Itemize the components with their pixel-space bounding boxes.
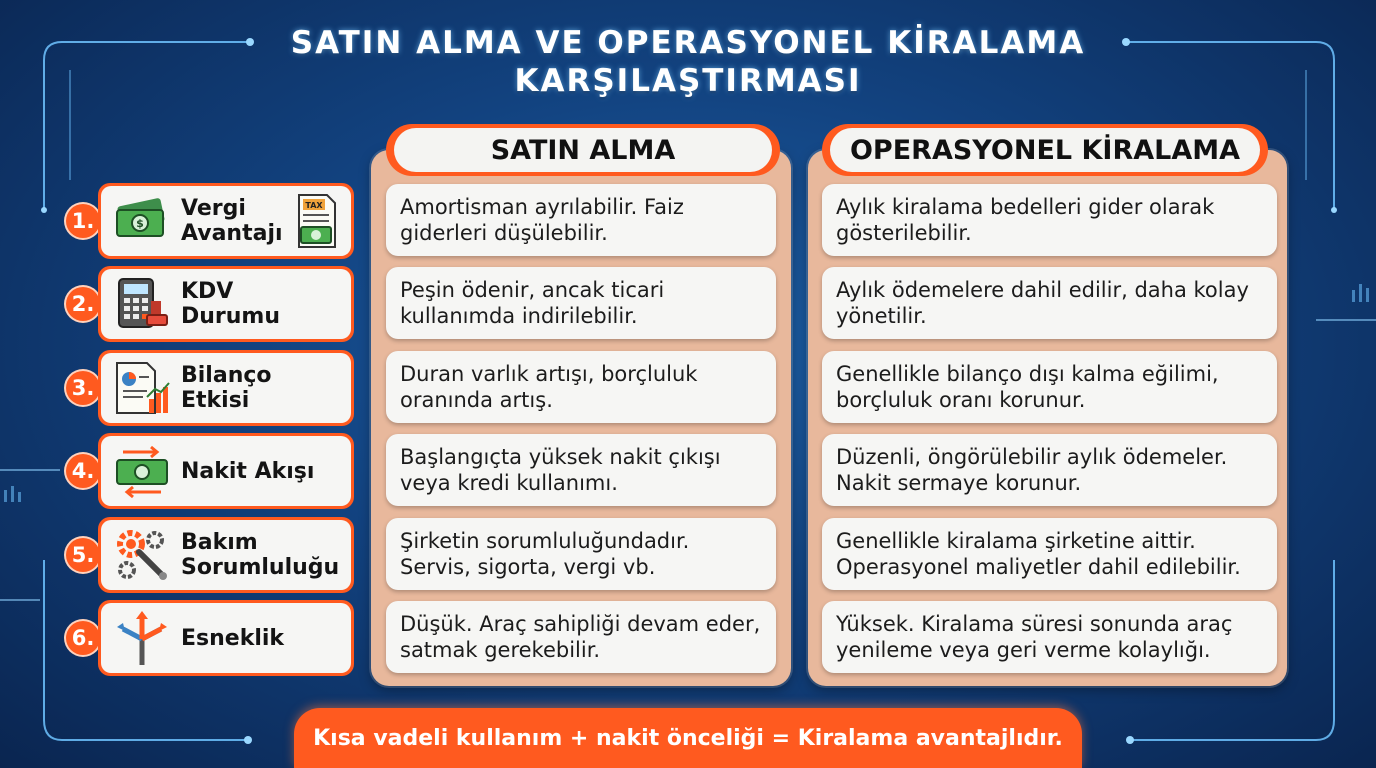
row-number: 6. [66, 621, 100, 655]
row-label-box [98, 350, 354, 426]
row-number: 4. [66, 454, 100, 488]
lease-column-header [822, 124, 1268, 176]
row-number: 1. [66, 204, 100, 238]
buy-cell-bilanco: Duran varlık artışı, borçluluk oranında artış. [386, 351, 776, 423]
row-label-box [98, 433, 354, 509]
row-label-box [98, 266, 354, 342]
cash-flow-icon [113, 442, 171, 500]
lease-cell-kdv: Aylık ödemelere dahil edilir, daha kolay yönetilir. [822, 267, 1277, 339]
footer-banner [294, 708, 1082, 768]
report-chart-icon [113, 359, 171, 417]
calculator-icon [113, 275, 171, 333]
buy-cell-nakit: Başlangıçta yüksek nakit çıkışı veya kredi kullanımı. [386, 434, 776, 506]
money-icon [113, 192, 171, 250]
lease-column-header-label: OPERASYONEL KİRALAMA [830, 128, 1260, 172]
buy-column-header-label: SATIN ALMA [394, 128, 772, 172]
row-number: 5. [66, 538, 100, 572]
footer-text: Kısa vadeli kullanım + nakit önceliği = Kiralama avantajlıdır. [313, 725, 1063, 751]
page-title-line2: KARŞILAŞTIRMASI [514, 63, 862, 99]
lease-cell-esneklik: Yüksek. Kiralama süresi sonunda araç yenileme veya geri verme kolaylığı. [822, 601, 1277, 673]
lease-cell-bakim: Genellikle kiralama şirketine aittir. Operasyonel maliyetler dahil edilebilir. [822, 518, 1277, 590]
lease-cell-nakit: Düzenli, öngörülebilir aylık ödemeler. Nakit sermaye korunur. [822, 434, 1277, 506]
page-title-line1: SATIN ALMA VE OPERASYONEL KİRALAMA [290, 25, 1086, 61]
row-label-box [98, 600, 354, 676]
row-label-box [98, 183, 354, 259]
row-label-box [98, 517, 354, 593]
buy-cell-vergi: Amortisman ayrılabilir. Faiz giderleri düşülebilir. [386, 184, 776, 256]
row-label: Esneklik [181, 625, 285, 651]
row-label: Nakit Akışı [181, 458, 315, 484]
row-label: Bilanço Etkisi [181, 363, 272, 413]
lease-cell-vergi: Aylık kiralama bedelleri gider olarak gösterilebilir. [822, 184, 1277, 256]
row-label: KDV Durumu [181, 279, 281, 329]
buy-cell-bakim: Şirketin sorumluluğundadır. Servis, sigorta, vergi vb. [386, 518, 776, 590]
row-number: 3. [66, 371, 100, 405]
lease-cell-bilanco: Genellikle bilanço dışı kalma eğilimi, borçluluk oranı korunur. [822, 351, 1277, 423]
tax-document-icon [295, 193, 339, 249]
buy-column-header [386, 124, 780, 176]
tax-label: TAX [305, 201, 323, 210]
buy-cell-kdv: Peşin ödenir, ancak ticari kullanımda indirilebilir. [386, 267, 776, 339]
row-label: Vergi Avantajı [181, 196, 283, 246]
page-title [0, 24, 1376, 100]
row-label: Bakım Sorumluluğu [181, 530, 340, 580]
split-arrows-icon [113, 609, 171, 667]
row-number: 2. [66, 287, 100, 321]
buy-cell-esneklik: Düşük. Araç sahipliği devam eder, satmak gerekebilir. [386, 601, 776, 673]
gears-wrench-icon [113, 526, 171, 584]
svg-text:$: $ [136, 217, 144, 230]
